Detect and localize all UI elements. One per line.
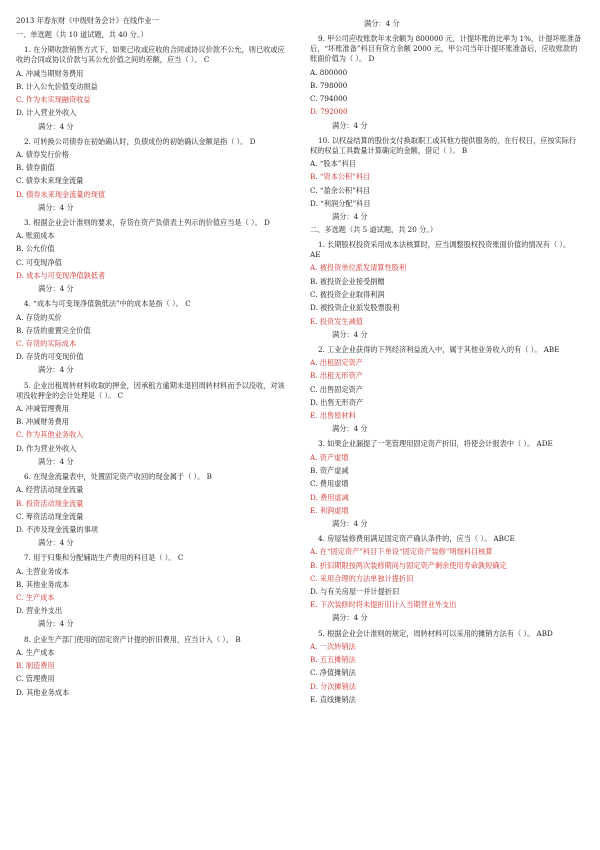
question-stem: 5. 企业出租周转材料收取的押金，因承租方逾期未退回周转材料而予以没收，对该项没收押金的会计处理是（ ）。 C [16, 380, 285, 400]
question-block [310, 240, 582, 340]
option: C. 管理费用 [16, 674, 55, 684]
question-block [310, 34, 582, 131]
option: B. 被投资企业接受捐赠 [310, 276, 385, 286]
option: A. 主营业务成本 [16, 566, 69, 576]
correct-option: B. “资本公积”科目 [310, 172, 371, 182]
question-block [16, 472, 288, 548]
right-column [310, 16, 582, 705]
option: B. 798000 [310, 80, 348, 90]
correct-option: B. 五五摊销法 [310, 655, 356, 665]
option: B. 其他业务成本 [16, 579, 69, 589]
correct-option: D. 费用虚减 [310, 492, 349, 502]
score-label: 满分：4 分 [38, 121, 74, 131]
score-label: 满分：4 分 [38, 202, 74, 212]
section-heading-single-choice: 一、单选题（共 10 道试题，共 40 分。） [16, 30, 148, 40]
option: A. 冲减当期财务费用 [16, 68, 84, 78]
question-stem: 7. 用于归集和分配辅助生产费用的科目是（ ）。 C [24, 553, 184, 563]
section-heading-multi-choice: 二、多选题（共 5 道试题，共 20 分。） [310, 225, 438, 234]
correct-option: C. 作为其他业务收入 [16, 430, 84, 440]
score-label: 满分：4 分 [332, 424, 368, 434]
correct-option: B. 制造费用 [16, 661, 55, 671]
correct-option: E. 投资发生减值 [310, 316, 363, 326]
option: B. 存货的重置完全价值 [16, 325, 91, 335]
correct-option: C. 存货的实际成本 [16, 339, 77, 349]
score-label: 满分：4 分 [364, 19, 400, 28]
option: A. 冲减管理费用 [16, 403, 69, 413]
option: D. 作为营业外收入 [16, 443, 77, 453]
option: A. 经营活动现金流量 [16, 485, 84, 495]
question-stem: 10. 以权益结算的股份支付换取职工或其他方提供服务的，在行权日，应按实际行权的权益工具数量计算确定的金额，借记（ ）。 B [310, 135, 577, 155]
question-stem: 8. 企业生产部门使用的固定资产计提的折旧费用，应当计入（ ）。 B [24, 634, 241, 644]
correct-option: A. 一次转销法 [310, 641, 356, 651]
correct-option: C. 作为未实现融资收益 [16, 95, 91, 105]
correct-option: A. 在“固定资产”科目下单设“固定资产装修”明细科目核算 [310, 547, 493, 557]
question-stem: 4. “成本与可变现净值孰低法”中的成本是指（ ）。 C [24, 299, 191, 309]
option: D. 不涉及现金流量的事项 [16, 525, 98, 535]
option: A. 账面成本 [16, 231, 55, 241]
question-block [310, 136, 582, 222]
option: D. 其他业务成本 [16, 687, 70, 697]
left-column [16, 16, 288, 698]
option: B. 资产虚减 [310, 465, 349, 475]
question-stem: 6. 在现金流量表中，处置固定资产收回的现金属于（ ）。 B [24, 471, 212, 481]
question-stem: 9. 甲公司应收账款年末余额为 800000 元，计提坏账的比率为 1%，计提坏账准备后，“坏账准备”科目有贷方余额 2000 元，甲公司当年计提坏账准备后，应收账款的账面价值为（ ）。 D [310, 34, 582, 64]
score-label: 满分：4 分 [332, 329, 368, 339]
question-stem: 4. 房屋装修费用满足固定资产确认条件的，应当（ ）。 ABCE [318, 533, 515, 543]
question-block [310, 345, 582, 435]
question-block [16, 299, 288, 375]
score-label: 满分：4 分 [38, 284, 74, 294]
score-label: 满分：4 分 [332, 120, 368, 130]
option: D. “利润分配”科目 [310, 198, 371, 208]
option: D. 与有关房屋一并计提折旧 [310, 587, 400, 597]
correct-option: D. 792000 [310, 107, 348, 117]
question-stem: 3. 根据企业会计准则的要求，存货在资产负债表上列示的价值应当是（ ）。 D [24, 217, 270, 227]
option: C. 筹资活动现金流量 [16, 511, 84, 521]
left-question-list [16, 45, 288, 698]
correct-option: A. 被投资单位派发清算性股利 [310, 263, 407, 273]
right-single-question-list [310, 34, 582, 222]
option: A. 债券发行价格 [16, 149, 69, 159]
score-label: 满分：4 分 [38, 619, 74, 629]
correct-option: B. 折旧期限按两次装修期间与固定资产剩余使用寿命孰短确定 [310, 560, 507, 570]
option: B. 债券面值 [16, 163, 55, 173]
question-stem: 5. 根据企业会计准则的规定，周转材料可以采用的摊销方法有（ ）。 ABD [318, 628, 553, 638]
score-label: 满分：4 分 [38, 538, 74, 548]
question-block [310, 629, 582, 706]
correct-option: E. 下次装修时将未提折旧计入当期营业外支出 [310, 600, 457, 610]
question-block [310, 534, 582, 624]
option: A. 存货的买价 [16, 312, 62, 322]
option: C. 费用虚增 [310, 479, 349, 489]
correct-option: A. 出租固定资产 [310, 358, 363, 368]
option: D. 计入营业外收入 [16, 108, 77, 118]
option: A. 800000 [310, 67, 348, 77]
question-block [16, 553, 288, 629]
option: C. 债券未来现金流量 [16, 176, 84, 186]
option: B. 冲减财务费用 [16, 417, 69, 427]
correct-option: D. 成本与可变现净值孰低者 [16, 271, 106, 281]
score-label: 满分：4 分 [38, 365, 74, 375]
option: A. “股本”科目 [310, 158, 356, 168]
score-label: 满分：4 分 [332, 613, 368, 623]
option: D. 存货的可变现价值 [16, 352, 84, 362]
option: C. 可变现净值 [16, 257, 62, 267]
question-stem: 2. 工业企业获得的下列经济利益流入中，属于其他业务收入的有（ ）。 ABE [318, 344, 560, 354]
option: C. 被投资企业取得利润 [310, 290, 385, 300]
option: C. 794000 [310, 94, 348, 104]
correct-option: A. 资产虚增 [310, 452, 349, 462]
question-stem: 1. 长期股权投资采用成本法核算时，应当调整股权投资账面价值的情况有（ ）。 AE [310, 240, 571, 260]
correct-option: C. 生产成本 [16, 593, 55, 603]
option: B. 计入公允价值变动损益 [16, 81, 98, 91]
option: C. “盈余公积”科目 [310, 185, 371, 195]
question-block [310, 439, 582, 529]
option: C. 出售固定资产 [310, 384, 363, 394]
question-block [16, 381, 288, 467]
question-stem: 3. 如果企业漏提了一笔管理用固定资产折旧，将使会计报表中（ ）。 ADE [318, 439, 553, 449]
question-block [16, 137, 288, 213]
correct-option: B. 出租无形资产 [310, 371, 363, 381]
option: B. 公允价值 [16, 244, 55, 254]
option: E. 直线摊销法 [310, 694, 356, 704]
option: A. 生产成本 [16, 647, 55, 657]
score-label: 满分：4 分 [38, 456, 74, 466]
score-label: 满分：4 分 [332, 211, 368, 221]
score-label: 满分：4 分 [332, 518, 368, 528]
question-block [16, 45, 288, 131]
correct-option: D. 分次摊销法 [310, 681, 357, 691]
correct-option: D. 债券未来现金流量的现值 [16, 189, 106, 199]
correct-option: C. 采用合理的方法单独计提折旧 [310, 573, 414, 583]
page-title: 2013 年春东财《中级财务会计》在线作业一 [16, 16, 159, 25]
option: D. 出售无形资产 [310, 397, 364, 407]
correct-option: E. 出售原材料 [310, 411, 356, 421]
question-stem: 2. 可转换公司债券在初始确认时，负债成份的初始确认金额是指（ ）。 D [24, 136, 256, 146]
option: C. 净值摊销法 [310, 668, 356, 678]
question-stem: 1. 在分期收款销售方式下，如果已收或应收的合同或协议价款不公允，则已收或应收的合同或协议价款与其公允价值之间的差额，应当（ ）。 C [16, 45, 285, 65]
correct-option: B. 投资活动现金流量 [16, 498, 84, 508]
option: D. 被投资企业派发股票股利 [310, 303, 400, 313]
question-block [16, 218, 288, 294]
question-block [16, 635, 288, 698]
correct-option: E. 利润虚增 [310, 505, 349, 515]
option: D. 营业外支出 [16, 606, 63, 616]
right-multi-question-list [310, 240, 582, 705]
